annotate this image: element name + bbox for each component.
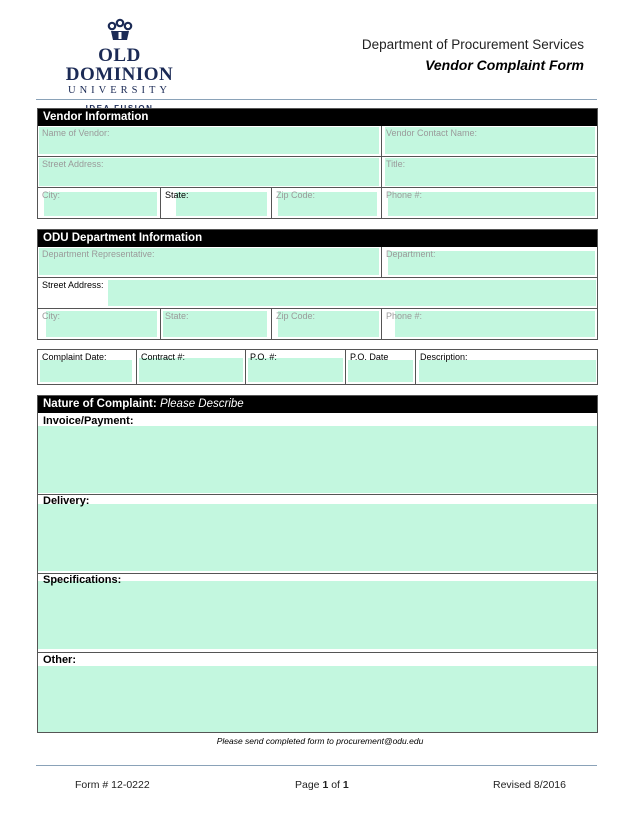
- department-name: Department of Procurement Services: [361, 37, 584, 52]
- vendor-section: [37, 108, 598, 219]
- revised-date: Revised 8/2016: [493, 779, 566, 791]
- odu-department-label: Department:: [386, 249, 436, 259]
- form-number: Form # 12-0222: [75, 779, 150, 791]
- send-note: Please send completed form to procurement@odu.edu: [216, 736, 424, 746]
- nature-section: [37, 395, 598, 733]
- complaint-date-label: Complaint Date:: [42, 352, 107, 362]
- contract-number-label: Contract #:: [141, 352, 186, 362]
- specifications-label: Specifications:: [43, 574, 122, 586]
- odu-city-label: City:: [42, 311, 60, 321]
- header-divider: [36, 99, 597, 100]
- odu-rep-label: Department Representative:: [42, 249, 155, 259]
- vendor-state-label: State:: [165, 190, 189, 200]
- vendor-title-label: Title:: [386, 159, 406, 169]
- page-of: of: [331, 779, 340, 791]
- logo-university: UNIVERSITY: [68, 85, 171, 96]
- vendor-city-field[interactable]: [44, 192, 157, 216]
- delivery-label: Delivery:: [43, 495, 90, 507]
- odu-state-label: State:: [165, 311, 189, 321]
- logo-name: OLD DOMINION: [65, 45, 174, 85]
- invoice-field[interactable]: [38, 426, 597, 493]
- delivery-divider: [38, 573, 597, 574]
- page-current: 1: [322, 779, 329, 791]
- vendor-contact-label: Vendor Contact Name:: [386, 128, 478, 138]
- delivery-field[interactable]: [38, 504, 597, 571]
- crown-icon: [107, 18, 133, 42]
- invoice-label: Invoice/Payment:: [43, 415, 134, 427]
- complaint-info-section: [37, 349, 598, 385]
- odu-section: [37, 229, 598, 340]
- invoice-divider: [38, 494, 597, 495]
- specifications-divider: [38, 652, 597, 653]
- vendor-state-field[interactable]: [176, 192, 267, 216]
- nature-title: Nature of Complaint:: [43, 398, 157, 410]
- specifications-field[interactable]: [38, 581, 597, 649]
- form-title: Vendor Complaint Form: [425, 57, 584, 73]
- odu-street-field[interactable]: [108, 280, 596, 306]
- odu-street-label: Street Address:: [42, 280, 104, 290]
- odu-phone-field[interactable]: [395, 311, 595, 337]
- odu-section-title: ODU Department Information: [38, 230, 597, 247]
- nature-subtitle: Please Describe: [159, 398, 244, 410]
- odu-zip-label: Zip Code:: [276, 311, 316, 321]
- other-label: Other:: [43, 654, 76, 666]
- odu-phone-label: Phone #:: [386, 311, 423, 321]
- po-number-label: P.O. #:: [250, 352, 277, 362]
- vendor-title-field[interactable]: [385, 158, 595, 186]
- description-field[interactable]: [419, 360, 596, 382]
- other-field[interactable]: [38, 666, 597, 732]
- nature-section-title: [38, 396, 597, 413]
- vendor-street-label: Street Address:: [42, 159, 104, 169]
- page-indicator: [295, 779, 349, 791]
- po-date-label: P.O. Date: [350, 352, 389, 362]
- po-date-field[interactable]: [348, 360, 413, 382]
- page-total: 1: [342, 779, 349, 791]
- vendor-name-label: Name of Vendor:: [42, 128, 110, 138]
- header-right: [362, 37, 584, 73]
- description-label: Description:: [420, 352, 468, 362]
- footer-divider: [36, 765, 597, 766]
- page-prefix: Page: [295, 779, 320, 791]
- vendor-zip-label: Zip Code:: [276, 190, 316, 200]
- vendor-city-label: City:: [42, 190, 60, 200]
- vendor-section-title: Vendor Information: [38, 109, 597, 126]
- complaint-date-field[interactable]: [40, 360, 132, 382]
- odu-city-field[interactable]: [46, 311, 157, 337]
- vendor-phone-label: Phone #:: [386, 190, 423, 200]
